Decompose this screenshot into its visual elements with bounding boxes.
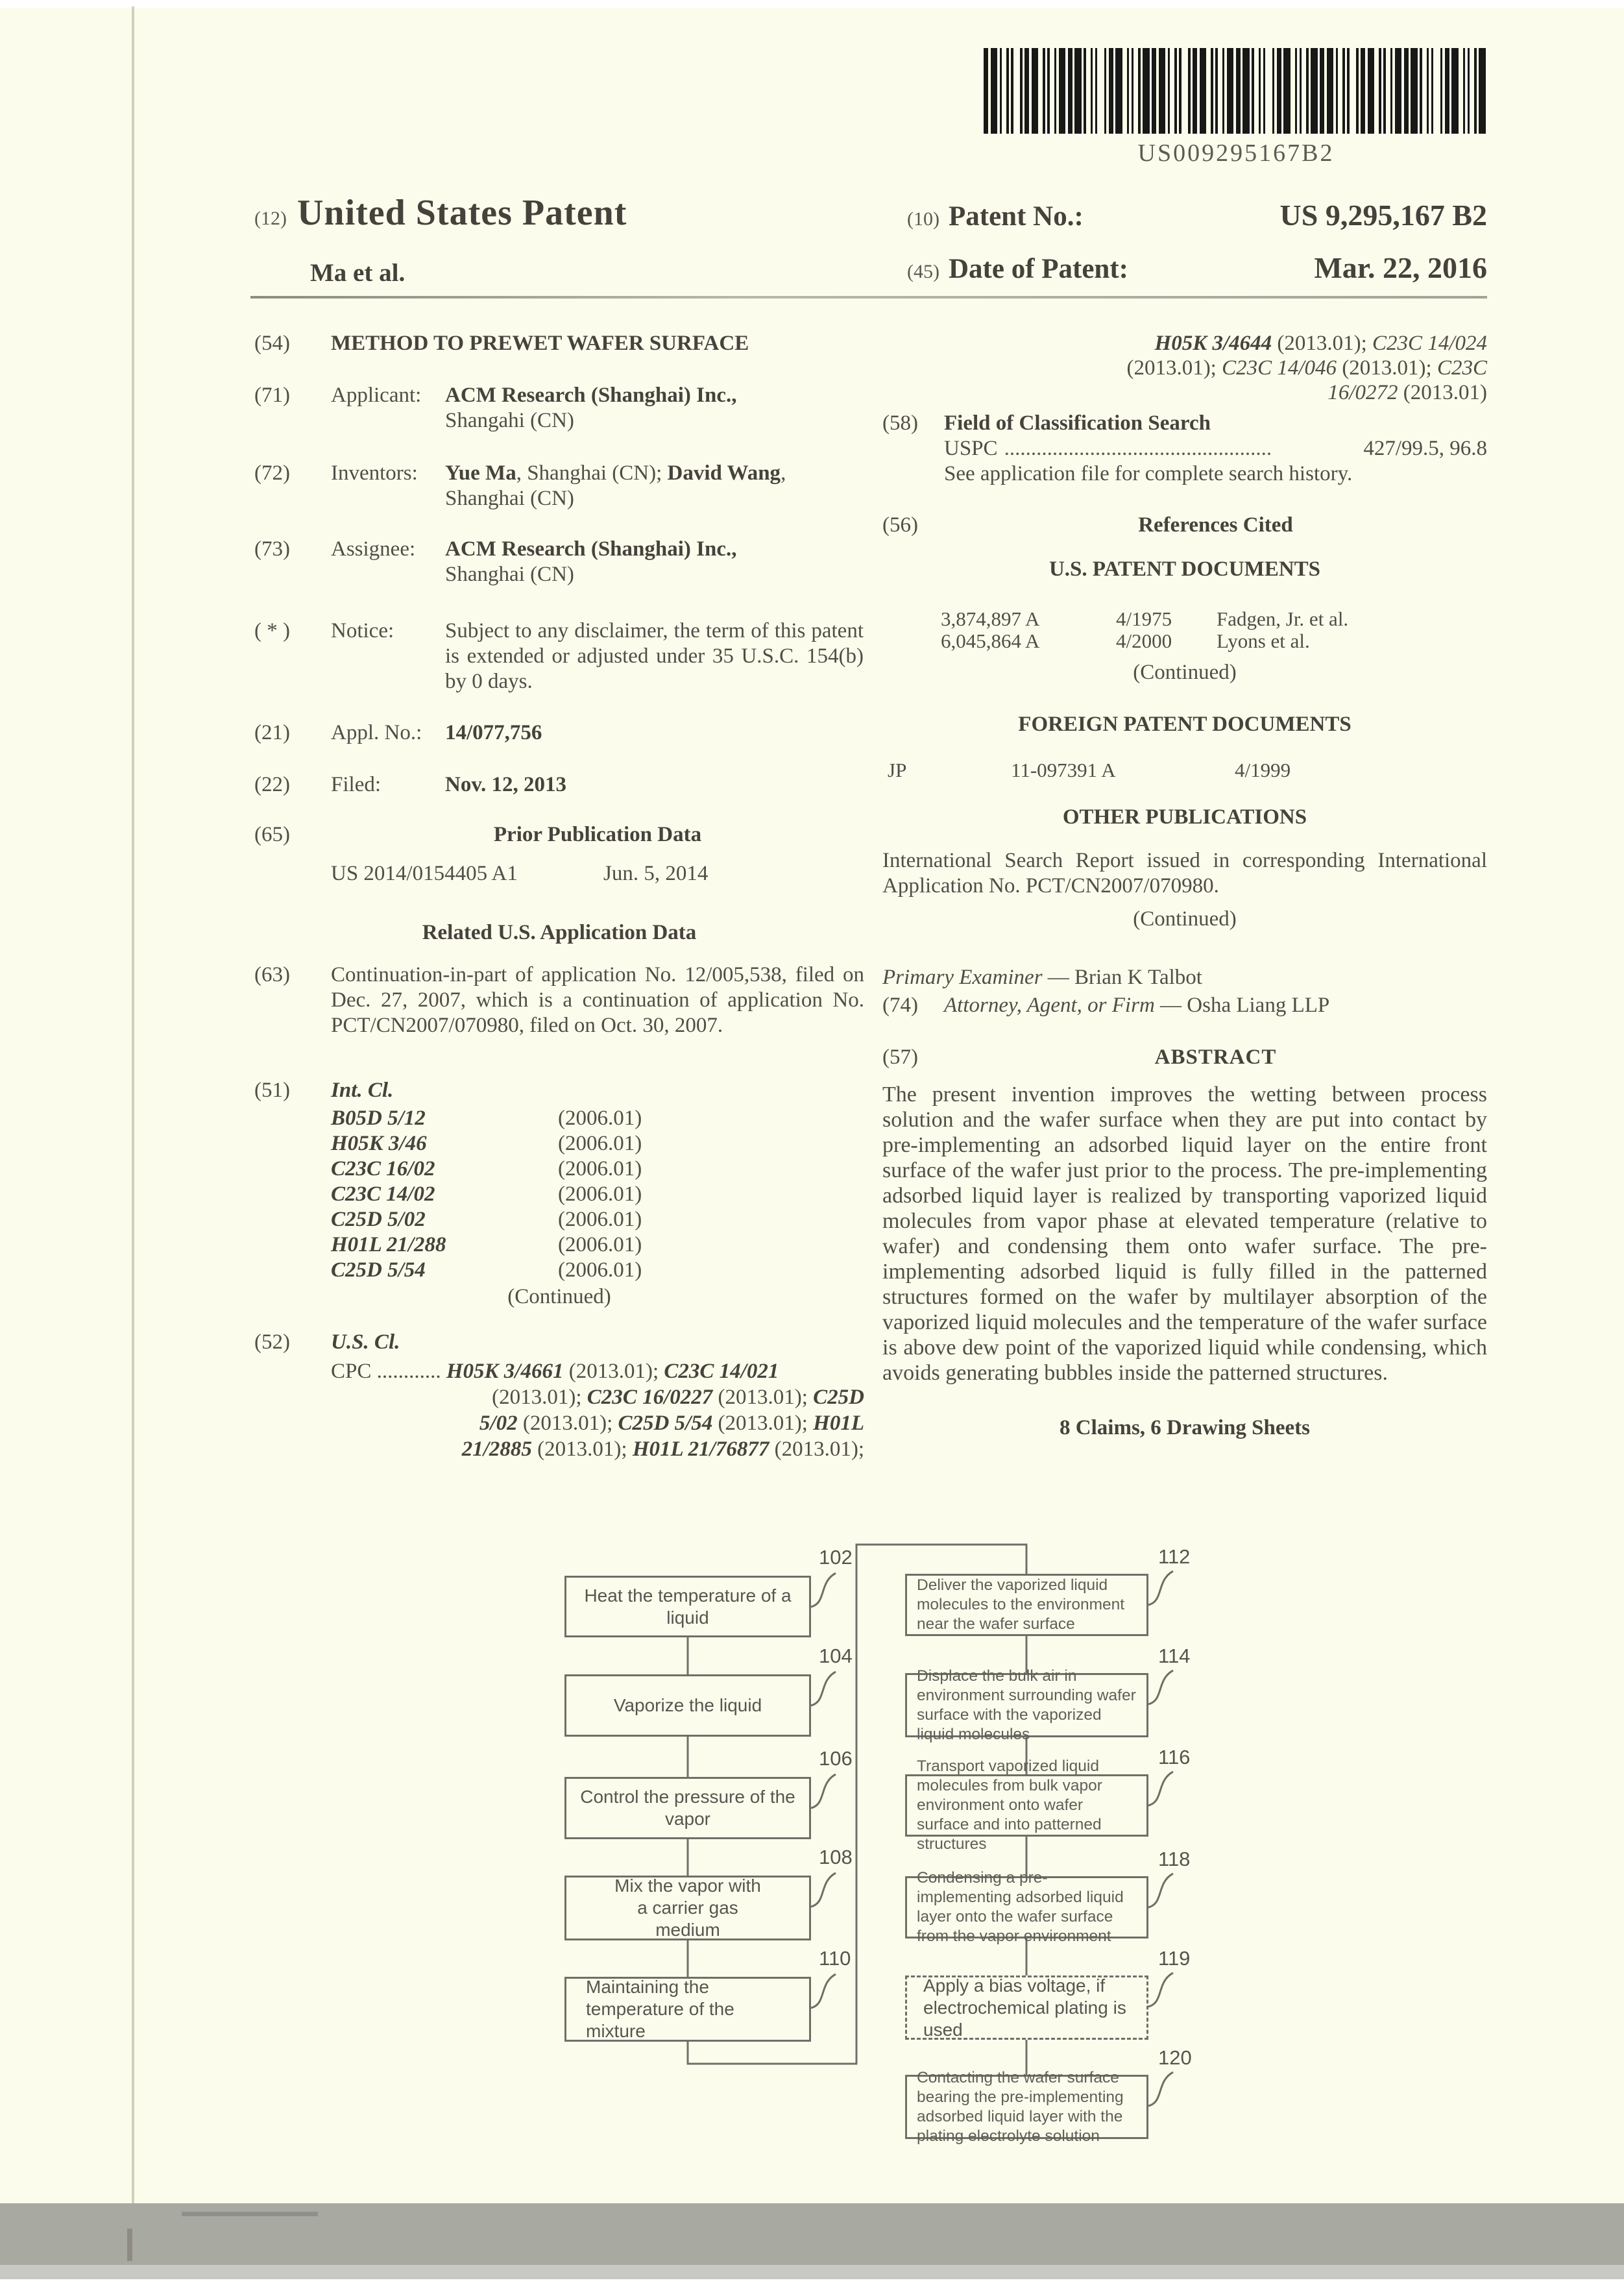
inventors-row bbox=[254, 461, 864, 511]
inventors-label: Inventors: bbox=[331, 461, 418, 485]
prior-pub-date: Jun. 5, 2014 bbox=[603, 862, 709, 885]
scan-artifact bbox=[182, 2212, 318, 2216]
class-code: H05K 3/46 bbox=[331, 1132, 427, 1155]
filed-label: Filed: bbox=[331, 773, 382, 796]
flow-step-102 bbox=[564, 1576, 811, 1637]
prior-pub-tag: (65) bbox=[254, 823, 290, 846]
references-heading-row bbox=[882, 513, 1487, 538]
class-date: (2006.01) bbox=[558, 1208, 642, 1231]
other-pubs-continued: (Continued) bbox=[1133, 907, 1237, 931]
flow-ref-110: 110 bbox=[819, 1947, 851, 1970]
flow-step-label: Condensing a pre-implementing adsorbed liquid layer onto the wafer surface from the vapor environment bbox=[917, 1869, 1124, 1945]
cpc-classification bbox=[331, 1358, 864, 1462]
scanner-shadow-band-light bbox=[0, 2265, 1624, 2279]
cpc-line: 21/2885 (2013.01); H01L 21/76877 (2013.01); bbox=[461, 1437, 864, 1461]
class-code: C25D 5/54 bbox=[331, 1258, 426, 1282]
patent-date-row bbox=[907, 251, 1487, 285]
int-cl-tag: (51) bbox=[254, 1079, 290, 1102]
inventors-names: Yue Ma, Shanghai (CN); David Wang, bbox=[445, 461, 786, 485]
uspc-label: USPC bbox=[944, 437, 998, 460]
title-tag: (54) bbox=[254, 332, 290, 355]
notice-text: Subject to any disclaimer, the term of this patent is extended or adjusted under 35 U.S.C. 154(b) by 0 days. bbox=[445, 619, 864, 693]
flow-ref-108: 108 bbox=[819, 1846, 853, 1868]
flow-ref-106: 106 bbox=[819, 1747, 853, 1770]
flow-ref-116: 116 bbox=[1158, 1746, 1191, 1768]
int-cl-heading: Int. Cl. bbox=[331, 1079, 394, 1102]
us-reference-row bbox=[941, 630, 1487, 652]
cpc-line: 5/02 (2013.01); C25D 5/54 (2013.01); H01L bbox=[479, 1412, 864, 1435]
field-search-heading: Field of Classification Search bbox=[944, 411, 1211, 435]
assignee-tag: (73) bbox=[254, 537, 290, 561]
appl-no-label: Appl. No.: bbox=[331, 721, 422, 744]
document-kind bbox=[254, 192, 627, 234]
int-cl-row bbox=[331, 1207, 864, 1232]
appl-no-tag: (21) bbox=[254, 721, 290, 744]
examiner-line: Primary Examiner — Brian K Talbot bbox=[882, 966, 1202, 989]
related-data-row bbox=[254, 962, 864, 1038]
references-tag: (56) bbox=[882, 513, 918, 537]
flow-step-108 bbox=[564, 1876, 811, 1940]
notice-label: Notice: bbox=[331, 619, 394, 642]
scan-bottom-margin bbox=[0, 2279, 1624, 2287]
flow-ref-112: 112 bbox=[1158, 1545, 1191, 1568]
int-cl-continued: (Continued) bbox=[507, 1285, 611, 1308]
class-code: C25D 5/02 bbox=[331, 1208, 426, 1231]
applicant-tag: (71) bbox=[254, 384, 290, 407]
assignee-name: ACM Research (Shanghai) Inc., bbox=[445, 537, 737, 561]
flowchart-figure bbox=[551, 1537, 1252, 2194]
date-label: Date of Patent: bbox=[948, 254, 1128, 284]
prior-pub-number: US 2014/0154405 A1 bbox=[331, 862, 518, 885]
attorney-line: Attorney, Agent, or Firm — Osha Liang LLP bbox=[944, 994, 1330, 1017]
class-date: (2006.01) bbox=[558, 1182, 642, 1206]
appl-no-row bbox=[254, 720, 864, 746]
field-search-note: See application file for complete search history. bbox=[944, 462, 1353, 485]
us-reference-row bbox=[941, 608, 1487, 630]
right-column bbox=[882, 328, 1487, 1441]
ref-number: 6,045,864 A bbox=[941, 630, 1040, 652]
us-refs-continued: (Continued) bbox=[1133, 661, 1237, 684]
flow-step-label: Vaporize the liquid bbox=[613, 1695, 762, 1715]
flow-step-104 bbox=[564, 1674, 811, 1737]
scan-artifact bbox=[127, 2229, 132, 2261]
prior-pub-heading: Prior Publication Data bbox=[493, 823, 702, 846]
ref-name: Lyons et al. bbox=[1217, 630, 1310, 652]
appl-no-value: 14/077,756 bbox=[445, 721, 542, 744]
flow-step-114 bbox=[905, 1667, 1148, 1743]
flow-step-112 bbox=[905, 1574, 1148, 1636]
uspc-row bbox=[944, 436, 1487, 461]
filed-tag: (22) bbox=[254, 773, 290, 796]
assignee-label: Assignee: bbox=[331, 537, 416, 561]
related-tag: (63) bbox=[254, 963, 290, 986]
us-cl-heading-row bbox=[254, 1330, 864, 1355]
attorney-row bbox=[882, 993, 1487, 1018]
class-code: C23C 16/02 bbox=[331, 1157, 435, 1180]
flow-step-label: Heat the temperature of a liquid bbox=[584, 1585, 792, 1628]
applicant-city: Shangahi (CN) bbox=[445, 409, 574, 432]
flow-step-label: Contacting the wafer surface bearing the pre-implementing adsorbed liquid layer with the plating electrolyte solution bbox=[917, 2068, 1124, 2145]
patent-barcode bbox=[984, 48, 1488, 134]
int-cl-row bbox=[331, 1258, 864, 1283]
ref-date: 4/1999 bbox=[1235, 759, 1291, 781]
notice-row bbox=[254, 618, 864, 694]
attorney-tag: (74) bbox=[882, 994, 918, 1017]
field-search-row bbox=[882, 411, 1487, 436]
flow-ref-120: 120 bbox=[1158, 2046, 1192, 2069]
us-cl-tag: (52) bbox=[254, 1330, 290, 1354]
flow-step-label: Maintaining the temperature of the mixture bbox=[586, 1977, 734, 2041]
ref-country: JP bbox=[888, 759, 907, 781]
cpc-continued-block bbox=[882, 331, 1487, 405]
flow-step-106 bbox=[564, 1777, 811, 1839]
assignee-value bbox=[445, 537, 864, 587]
int-cl-heading-row bbox=[254, 1078, 864, 1103]
flow-ref-102: 102 bbox=[819, 1546, 853, 1569]
cpc-line: 16/0272 (2013.01) bbox=[1327, 381, 1487, 404]
us-patent-docs-heading: U.S. PATENT DOCUMENTS bbox=[1048, 557, 1321, 581]
foreign-docs-heading: FOREIGN PATENT DOCUMENTS bbox=[1018, 713, 1351, 736]
assignee-city: Shanghai (CN) bbox=[445, 563, 574, 586]
flow-ref-119: 119 bbox=[1158, 1947, 1191, 1970]
ref-name: Fadgen, Jr. et al. bbox=[1217, 607, 1349, 630]
flow-step-label: Mix the vapor with a carrier gas medium bbox=[614, 1876, 761, 1940]
barcode-number: US009295167B2 bbox=[1137, 140, 1335, 167]
left-column bbox=[254, 328, 864, 1462]
header-divider bbox=[250, 296, 1487, 299]
filed-row bbox=[254, 772, 864, 798]
class-date: (2006.01) bbox=[558, 1107, 642, 1130]
kind-code-tag: (12) bbox=[254, 208, 287, 229]
ref-date: 4/1975 bbox=[1116, 607, 1172, 630]
cpc-line: (2013.01); C23C 16/0227 (2013.01); C25D bbox=[492, 1386, 864, 1409]
class-code: H01L 21/288 bbox=[331, 1233, 446, 1256]
related-data-heading: Related U.S. Application Data bbox=[422, 921, 697, 944]
int-cl-row bbox=[331, 1232, 864, 1258]
patent-no-value: US 9,295,167 B2 bbox=[1279, 199, 1487, 232]
abstract-tag: (57) bbox=[882, 1046, 918, 1069]
ref-date: 4/2000 bbox=[1116, 630, 1172, 652]
inventors-value bbox=[445, 461, 864, 511]
filed-value: Nov. 12, 2013 bbox=[445, 773, 567, 796]
other-pubs-heading: OTHER PUBLICATIONS bbox=[1062, 805, 1307, 829]
flow-ref-114: 114 bbox=[1158, 1645, 1191, 1667]
ref-number: 11-097391 A bbox=[1011, 759, 1116, 781]
prior-pub-row bbox=[331, 861, 864, 887]
abstract-heading-row bbox=[882, 1045, 1487, 1070]
applicant-row bbox=[254, 383, 864, 434]
applicant-value bbox=[445, 383, 864, 434]
date-tag: (45) bbox=[907, 261, 939, 282]
flow-step-120 bbox=[905, 2068, 1148, 2145]
flow-step-label: Displace the bulk air in environment surrounding wafer surface with the vaporized liquid molecules bbox=[917, 1667, 1136, 1743]
abstract-text: The present invention improves the wetting between process solution and the wafer surface when they are put into contact by pre-implementing an adsorbed liquid layer on the entire front surface of the wafer just prior to the process. The pre-implementing adsorbed liquid layer is realized by transporting vaporized liquid molecules from vapor phase at elevated temperature (relative to wafer) and condensing them onto wafer surface. The pre-implementing adsorbed liquid is fully filled in the patterned structures formed on the wafer by multilayer absorption of the vaporized liquid molecules and the temperature of the wafer surface is above dew point of the vaporized liquid while condensing, which avoids generating bubbles inside the patterned structures. bbox=[882, 1082, 1487, 1385]
flow-step-119 bbox=[905, 1975, 1148, 2040]
cpc-line: H05K 3/4644 (2013.01); C23C 14/024 bbox=[1154, 332, 1487, 355]
flow-step-110 bbox=[564, 1977, 811, 2042]
applicant-label: Applicant: bbox=[331, 384, 422, 407]
references-heading: References Cited bbox=[1138, 513, 1293, 537]
class-date: (2006.01) bbox=[558, 1132, 642, 1155]
us-cl-heading: U.S. Cl. bbox=[331, 1330, 400, 1354]
flow-step-118 bbox=[905, 1869, 1148, 1945]
inventors-tag: (72) bbox=[254, 461, 290, 485]
ref-number: 3,874,897 A bbox=[941, 607, 1040, 630]
page-fold-line bbox=[132, 6, 134, 2207]
other-pubs-text: International Search Report issued in corresponding International Application No. PCT/CN2007/070980. bbox=[882, 849, 1487, 898]
notice-tag: ( * ) bbox=[254, 619, 290, 642]
applicant-name: ACM Research (Shanghai) Inc., bbox=[445, 384, 737, 407]
assignee-row bbox=[254, 537, 864, 587]
flow-ref-118: 118 bbox=[1158, 1848, 1191, 1870]
related-text: Continuation-in-part of application No. 12/005,538, filed on Dec. 27, 2007, which is a continuation of application No. PCT/CN2007/070980, filed on Oct. 30, 2007. bbox=[331, 963, 864, 1037]
flow-step-label: Deliver the vaporized liquid molecules to the environment near the wafer surface bbox=[917, 1576, 1125, 1633]
int-cl-row bbox=[331, 1106, 864, 1131]
int-cl-row bbox=[331, 1182, 864, 1207]
flow-step-label: Control the pressure of the vapor bbox=[580, 1787, 795, 1829]
class-date: (2006.01) bbox=[558, 1258, 642, 1282]
cpc-line: CPC ............ H05K 3/4661 (2013.01); C23C 14/021 bbox=[331, 1360, 779, 1383]
flow-step-label: Apply a bias voltage, if electrochemical plating is used bbox=[923, 1975, 1126, 2040]
foreign-reference-row bbox=[888, 759, 1487, 781]
class-code: C23C 14/02 bbox=[331, 1182, 435, 1206]
patent-no-label: Patent No.: bbox=[948, 201, 1084, 232]
invention-title: METHOD TO PREWET WAFER SURFACE bbox=[331, 332, 749, 355]
uspc-value: 427/99.5, 96.8 bbox=[1363, 437, 1487, 460]
patent-number-row bbox=[907, 198, 1487, 232]
scan-top-margin bbox=[0, 0, 1624, 8]
patent-no-tag: (10) bbox=[907, 208, 939, 230]
claims-line: 8 Claims, 6 Drawing Sheets bbox=[1060, 1416, 1310, 1439]
date-value: Mar. 22, 2016 bbox=[1314, 251, 1487, 284]
abstract-heading: ABSTRACT bbox=[1154, 1046, 1277, 1069]
first-named-inventor: Ma et al. bbox=[310, 259, 406, 287]
field-search-tag: (58) bbox=[882, 411, 918, 435]
flow-step-116 bbox=[905, 1757, 1148, 1853]
issuing-office: United States Patent bbox=[297, 193, 627, 233]
class-date: (2006.01) bbox=[558, 1157, 642, 1180]
int-cl-row bbox=[331, 1156, 864, 1182]
inventors-city: Shanghai (CN) bbox=[445, 487, 574, 510]
class-code: B05D 5/12 bbox=[331, 1107, 426, 1130]
cpc-line: (2013.01); C23C 14/046 (2013.01); C23C bbox=[1126, 356, 1487, 380]
int-cl-row bbox=[331, 1131, 864, 1156]
flow-ref-104: 104 bbox=[819, 1645, 853, 1667]
dot-leader: .................................................. bbox=[1004, 437, 1272, 460]
prior-pub-heading-row bbox=[254, 822, 864, 848]
class-date: (2006.01) bbox=[558, 1233, 642, 1256]
title-row bbox=[254, 331, 864, 356]
flow-step-label: Transport vaporized liquid molecules from bulk vapor environment onto wafer surface and into patterned structures bbox=[917, 1757, 1102, 1853]
